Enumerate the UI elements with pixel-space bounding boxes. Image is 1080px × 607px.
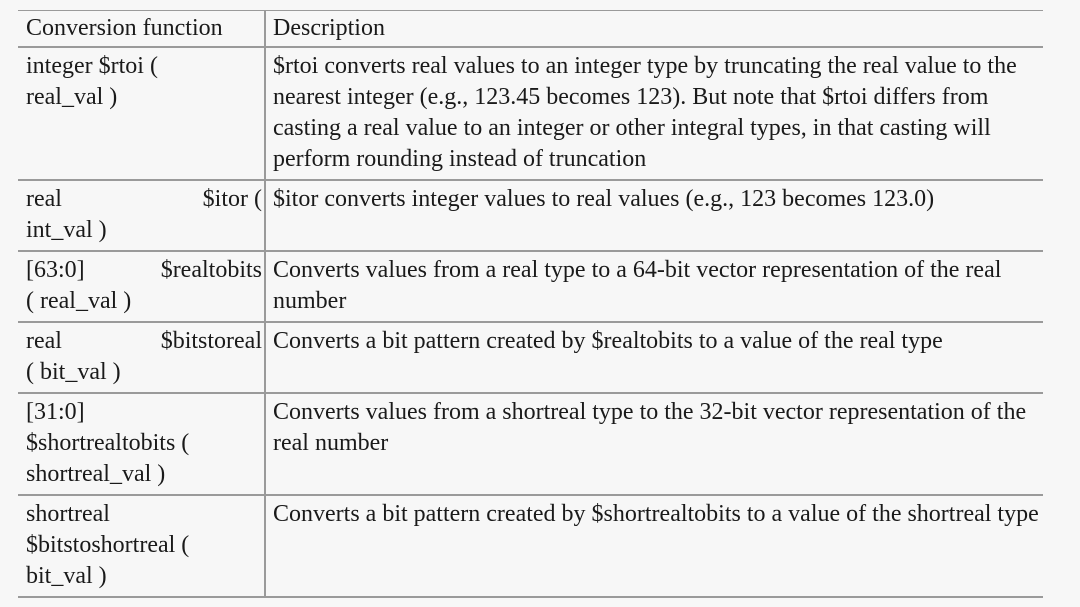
header-conversion-function: Conversion function: [18, 11, 265, 48]
table-header-row: [18, 11, 1043, 48]
function-signature-line: [26, 184, 264, 215]
description-cell: [265, 322, 1043, 393]
function-signature-part: real: [26, 328, 62, 354]
conversion-functions-table-container: [18, 10, 1043, 598]
function-signature-part: integer $rtoi (: [26, 53, 158, 79]
function-signature-part: shortreal: [26, 501, 110, 527]
table-row: [18, 47, 1043, 180]
function-signature-part: $bitstoshortreal (: [26, 532, 190, 558]
table-row: [18, 322, 1043, 393]
function-signature-line: [26, 286, 264, 317]
description-cell: [265, 251, 1043, 322]
function-signature-line: [26, 82, 264, 113]
function-signature-part: $shortrealtobits (: [26, 430, 190, 456]
function-signature-line: [26, 561, 264, 592]
function-signature-part: ( real_val ): [26, 288, 132, 314]
function-signature-line: [26, 255, 264, 286]
function-signature-part: real: [26, 186, 62, 212]
description-text: Converts values from a shortreal type to the 32-bit vector representation of the real number: [273, 399, 1027, 456]
function-signature-line: [26, 215, 264, 246]
table-row: [18, 393, 1043, 495]
function-signature-line: [26, 499, 264, 530]
conversion-function-cell: [18, 251, 265, 322]
function-signature-part: [63:0]: [26, 257, 85, 283]
function-signature-part: $bitstoreal: [160, 328, 262, 354]
function-signature-part: int_val ): [26, 217, 107, 243]
description-text: $itor converts integer values to real values (e.g., 123 becomes 123.0): [273, 186, 935, 212]
description-cell: [265, 47, 1043, 180]
function-signature-part: $itor (: [202, 186, 262, 212]
description-text: Converts values from a real type to a 64-bit vector representation of the real number: [273, 257, 1002, 314]
description-text: Converts a bit pattern created by $shortrealtobits to a value of the shortreal type: [273, 501, 1039, 527]
function-signature-line: [26, 459, 264, 490]
table-body: [18, 47, 1043, 597]
description-cell: [265, 495, 1043, 597]
function-signature-line: [26, 357, 264, 388]
description-text: $rtoi converts real values to an integer type by truncating the real value to the nearest integer (e.g., 123.45 becomes 123). But note that $rtoi differs from casting a real value to an integer or other integral types, in that casting will perform rounding instead of truncation: [273, 53, 1017, 172]
function-signature-line: [26, 428, 264, 459]
header-description: Description: [265, 11, 1043, 48]
function-signature-part: bit_val ): [26, 563, 107, 589]
function-signature-line: [26, 51, 264, 82]
description-cell: [265, 393, 1043, 495]
conversion-function-cell: [18, 47, 265, 180]
table-row: [18, 180, 1043, 251]
conversion-function-cell: [18, 180, 265, 251]
function-signature-part: shortreal_val ): [26, 461, 166, 487]
function-signature-line: [26, 397, 264, 428]
table-row: [18, 251, 1043, 322]
function-signature-line: [26, 530, 264, 561]
conversion-function-cell: [18, 322, 265, 393]
conversion-function-cell: [18, 393, 265, 495]
function-signature-line: [26, 326, 264, 357]
function-signature-part: $realtobits: [160, 257, 262, 283]
function-signature-part: ( bit_val ): [26, 359, 121, 385]
description-cell: [265, 180, 1043, 251]
function-signature-part: real_val ): [26, 84, 118, 110]
table-row: [18, 495, 1043, 597]
conversion-functions-table: [18, 10, 1043, 598]
description-text: Converts a bit pattern created by $realtobits to a value of the real type: [273, 328, 943, 354]
conversion-function-cell: [18, 495, 265, 597]
function-signature-part: [31:0]: [26, 399, 85, 425]
